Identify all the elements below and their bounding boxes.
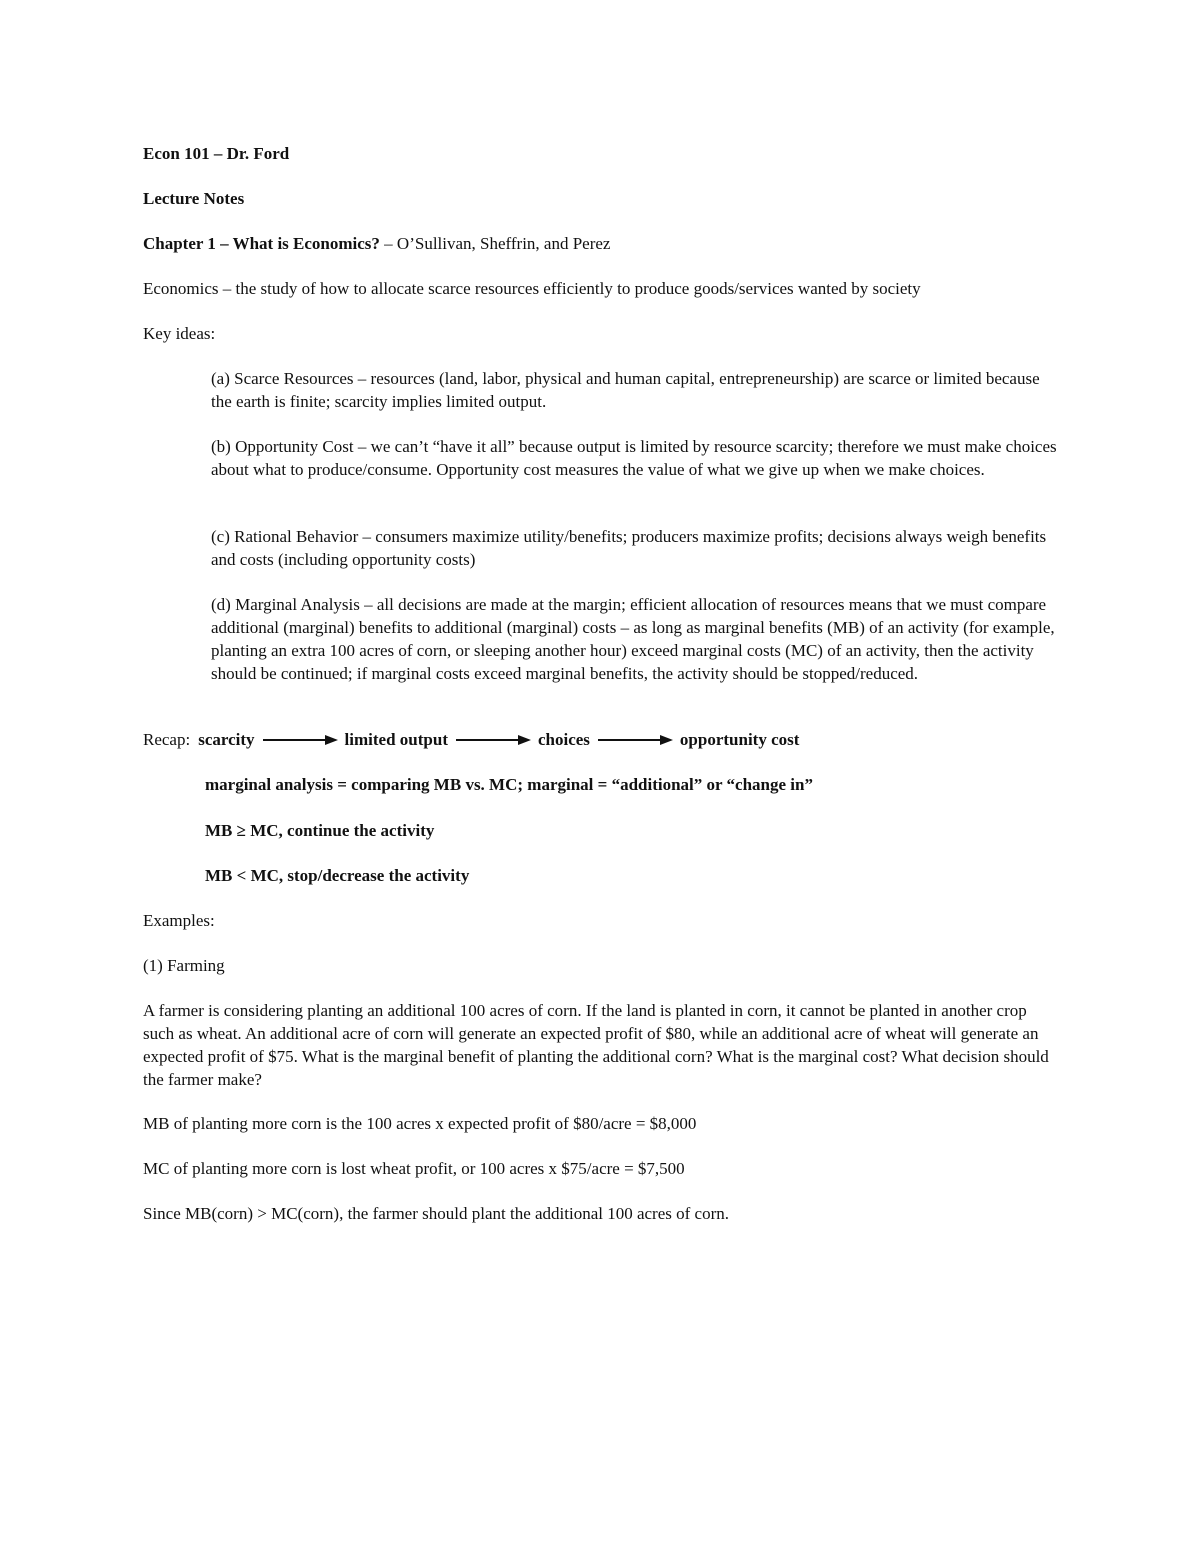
recap-label: Recap: <box>143 730 191 749</box>
key-idea-rational-behavior: (c) Rational Behavior – consumers maximize utility/benefits; producers maximize profits; decisions always weigh benefits and costs (including opportunity costs) <box>211 527 1047 569</box>
key-idea-scarce-resources: (a) Scarce Resources – resources (land, labor, physical and human capital, entrepreneurship) are scarce or limited because the earth is finite; scarcity implies limited output. <box>211 369 1040 411</box>
example-mc: MC of planting more corn is lost wheat profit, or 100 acres x $75/acre = $7,500 <box>143 1159 685 1178</box>
chapter-title: Chapter 1 – What is Economics? <box>143 234 380 253</box>
example-conclusion: Since MB(corn) > MC(corn), the farmer should plant the additional 100 acres of corn. <box>143 1204 730 1223</box>
recap-chain <box>143 728 799 751</box>
recap-mb-ge-mc: MB ≥ MC, continue the activity <box>205 821 435 840</box>
recap-step-opportunity-cost: opportunity cost <box>679 730 800 749</box>
recap-step-limited-output: limited output <box>344 730 448 749</box>
example-problem: A farmer is considering planting an additional 100 acres of corn. If the land is planted in corn, it cannot be planted in another crop such as wheat. An additional acre of corn will generate an expected profit of $80, while an additional acre of wheat will generate an expected profit of $75. What is the marginal benefit of planting the additional corn? What is the marginal cost? What decision should the farmer make? <box>143 1001 1049 1089</box>
arrow-right-icon <box>596 734 674 746</box>
economics-definition: Economics – the study of how to allocate scarce resources efficiently to produce goods/services wanted by society <box>143 279 921 298</box>
recap-step-scarcity: scarcity <box>198 730 255 749</box>
examples-label: Examples: <box>143 911 215 930</box>
arrow-right-icon <box>454 734 532 746</box>
example-heading-farming: (1) Farming <box>143 956 225 975</box>
arrow-right-icon <box>261 734 339 746</box>
key-idea-opportunity-cost: (b) Opportunity Cost – we can’t “have it all” because output is limited by resource scarcity; therefore we must make choices about what to produce/consume. Opportunity cost measures the value of what we give up when we make choices. <box>211 437 1057 479</box>
example-mb: MB of planting more corn is the 100 acres x expected profit of $80/acre = $8,000 <box>143 1114 697 1133</box>
chapter-heading <box>143 232 610 255</box>
recap-marginal-analysis: marginal analysis = comparing MB vs. MC; marginal = “additional” or “change in” <box>205 775 813 794</box>
key-idea-marginal-analysis: (d) Marginal Analysis – all decisions are made at the margin; efficient allocation of resources means that we must compare additional (marginal) benefits to additional (marginal) costs – as long as marginal benefits (MB) of an activity (for example, planting an extra 100 acres of corn, or sleeping another hour) exceed marginal costs (MC) of an activity, then the activity should be continued; if marginal costs exceed marginal benefits, the activity should be stopped/reduced. <box>211 595 1055 683</box>
key-ideas-label: Key ideas: <box>143 324 216 343</box>
page-title: Econ 101 – Dr. Ford <box>143 144 290 163</box>
page-subtitle: Lecture Notes <box>143 189 245 208</box>
recap-mb-lt-mc: MB < MC, stop/decrease the activity <box>205 866 470 885</box>
chapter-authors: – O’Sullivan, Sheffrin, and Perez <box>379 234 611 253</box>
recap-step-choices: choices <box>537 730 590 749</box>
